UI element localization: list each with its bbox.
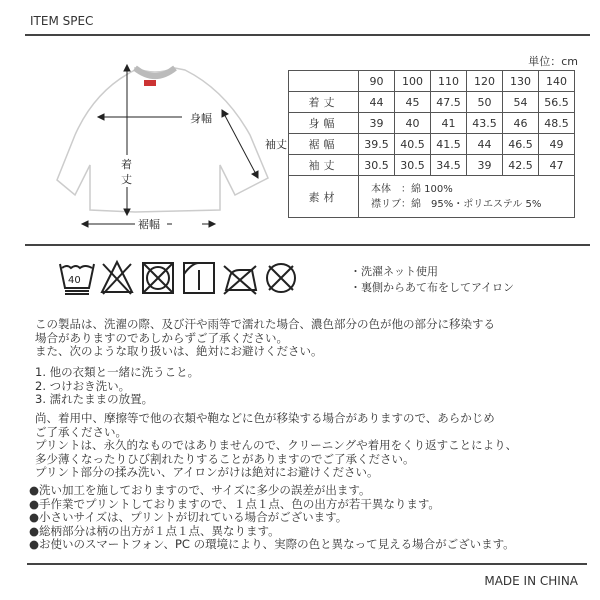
- svg-text:着: 着: [121, 158, 132, 171]
- label-body-width: 身幅: [190, 112, 212, 125]
- unit-label: 単位：cm: [528, 55, 578, 68]
- wash-40-icon: [60, 264, 94, 294]
- no-iron-icon: [224, 266, 256, 294]
- divider: [25, 244, 590, 246]
- no-dry-clean-icon: [267, 264, 295, 292]
- no-tumble-dry-icon: [143, 263, 173, 293]
- label-sleeve: 袖丈: [265, 138, 287, 151]
- table-row-material: 素材 本体 ：綿 100% 襟リブ：綿 95%・ポリエステル 5%: [289, 176, 575, 218]
- care-symbols: [58, 260, 308, 300]
- table-row: 裾幅 39.5 40.5 41.5 44 46.5 49: [289, 134, 575, 155]
- label-hem-width: 裾幅: [138, 218, 160, 231]
- care-note: ・洗濯ネット使用: [350, 265, 438, 278]
- brand-tag-icon: [144, 80, 156, 86]
- notice-list: 1. 他の衣類と一緒に洗うこと。 2. つけおき洗い。 3. 濡れたままの放置。: [35, 365, 200, 407]
- table-row: 袖丈 30.5 30.5 34.5 39 42.5 47: [289, 155, 575, 176]
- svg-text:40: 40: [68, 275, 81, 286]
- divider: [27, 563, 587, 565]
- table-row: 着丈 44 45 47.5 50 54 56.5: [289, 92, 575, 113]
- country-of-origin: MADE IN CHINA: [484, 574, 578, 588]
- notice-paragraph: この製品は、洗濯の際、及び汗や雨等で濡れた場合、濃色部分の色が他の部分に移染する 場合がありますのであしからずご了承ください。 また、次のような取り扱いは、絶対にお避けください。: [35, 317, 495, 359]
- notice-paragraph: 尚、着用中、摩擦等で他の衣類や鞄などに色が移染する場合がありますので、あらかじめ ご了承ください。 プリントは、永久的なものではありませんので、クリーニングや着用をくり返すことにより、 多少薄くなったりひび割れたりすることがありますのでご了承ください。 プリント部分の揉み洗い、アイロンがけは絶対にお避けください。: [35, 411, 518, 480]
- svg-text:丈: 丈: [121, 173, 132, 186]
- no-bleach-icon: [102, 262, 132, 294]
- size-table: [288, 70, 575, 218]
- garment-diagram: [40, 60, 287, 240]
- table-header-row: 90 100 110 120 130 140: [289, 71, 575, 92]
- divider: [25, 34, 590, 36]
- drip-dry-icon: [184, 263, 214, 293]
- page-title: ITEM SPEC: [30, 14, 94, 28]
- table-row: 身幅 39 40 41 43.5 46 48.5: [289, 113, 575, 134]
- notice-bullets: ●洗い加工を施しておりますので、サイズに多少の誤差が出ます。 ●手作業でプリントしておりますので、１点１点、色の出方が若干異なります。 ●小さいサイズは、プリントが切れている場合がございます。 ●総柄部分は柄の出方が１点１点、異なります。 ●お使いのスマートフォン、PC の環境により、実際の色と異なって見える場合がございます。: [29, 483, 515, 552]
- care-note: ・裏側からあて布をしてアイロン: [350, 281, 515, 294]
